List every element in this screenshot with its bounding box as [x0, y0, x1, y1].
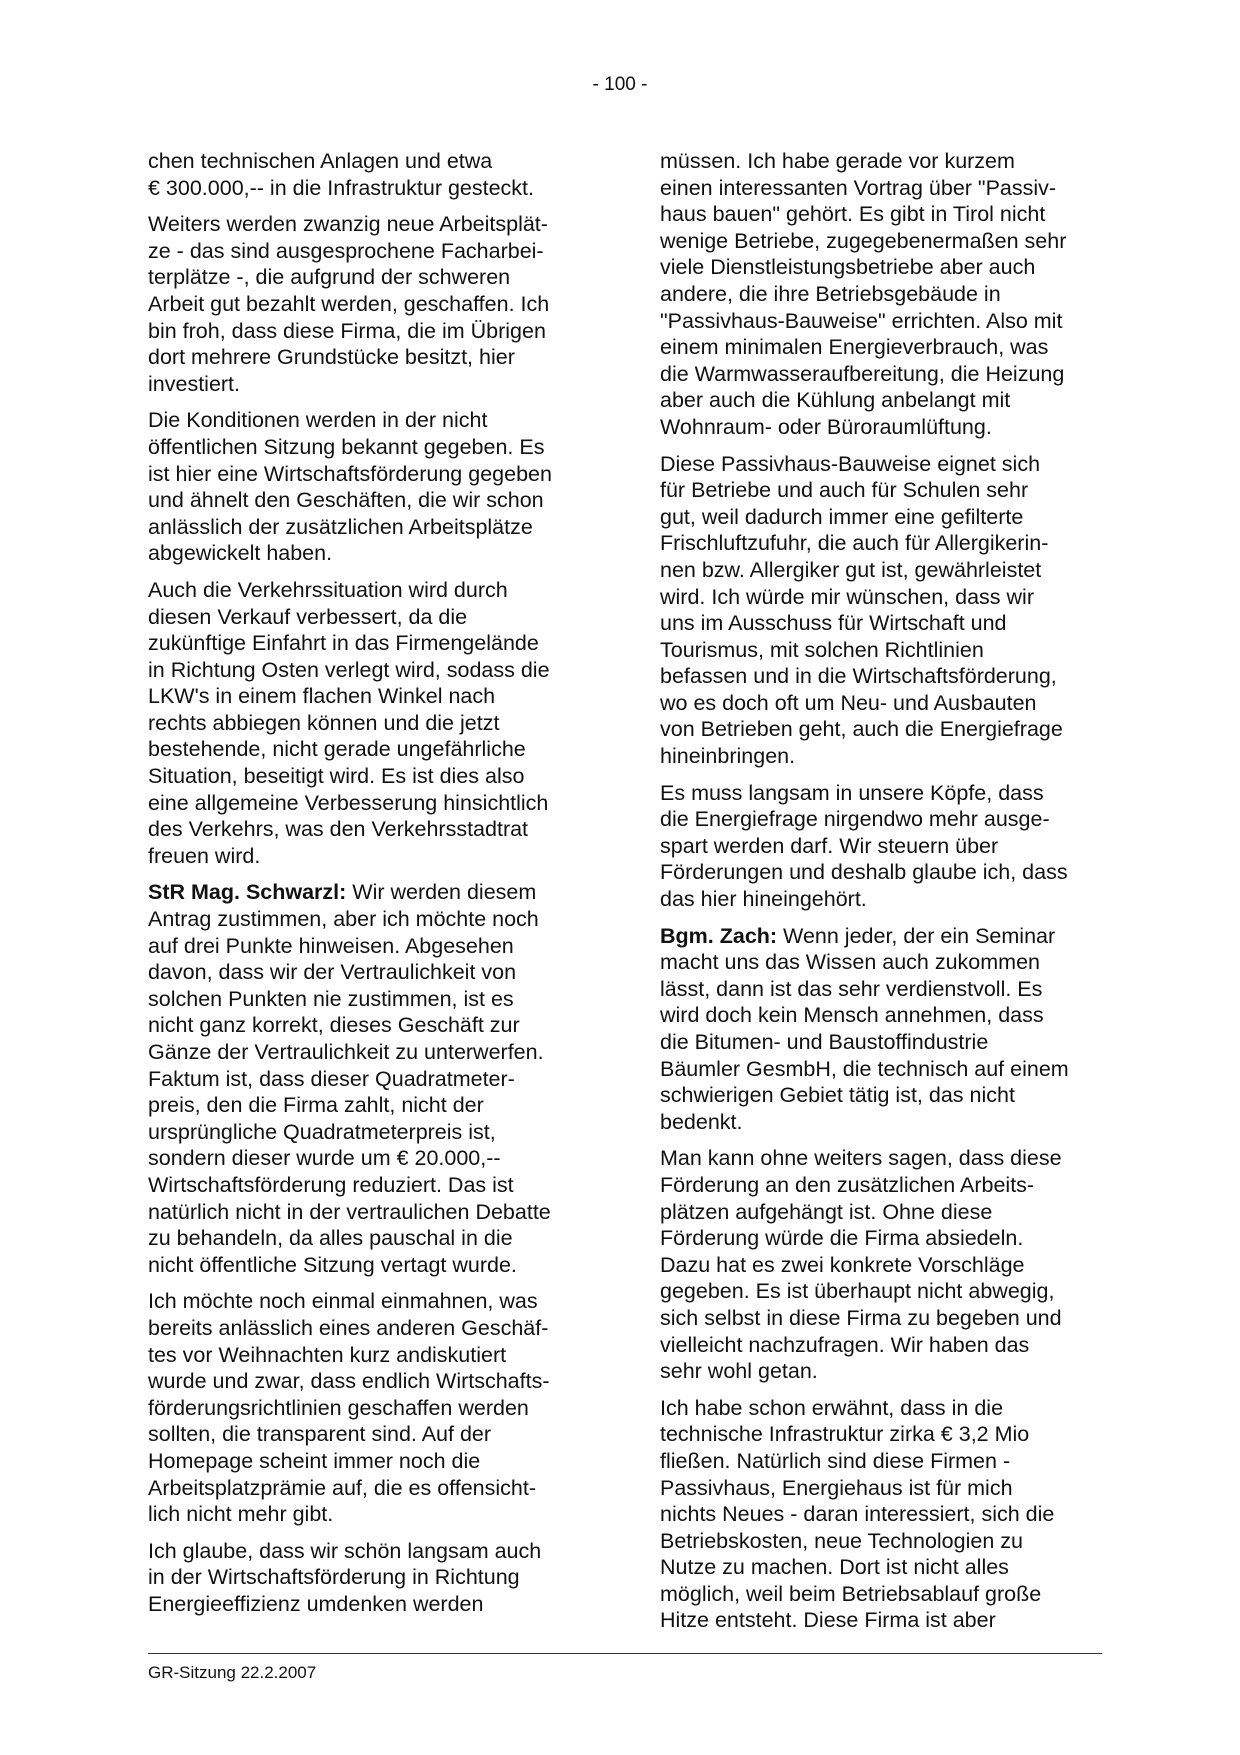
text-line: Diese Passivhaus-Bauweise eignet sich: [660, 451, 1041, 476]
text-line: Förderung würde die Firma absiedeln.: [660, 1226, 1024, 1251]
text-line: Man kann ohne weiters sagen, dass diese: [660, 1146, 1062, 1171]
text-line: Es muss langsam in unsere Köpfe, dass: [660, 780, 1044, 805]
text-line: befassen und in die Wirtschaftsförderung,: [660, 664, 1057, 689]
text-line: investiert.: [148, 371, 241, 396]
text-line: Nutze zu machen. Dort ist nicht alles: [660, 1555, 1009, 1580]
text-line: € 300.000,-- in die Infrastruktur gesteckt.: [148, 175, 535, 200]
paragraph: [148, 1288, 588, 1527]
text-line: Gänze der Vertraulichkeit zu unterwerfen.: [148, 1040, 544, 1064]
paragraph: [660, 1145, 1100, 1384]
text-line: Situation, beseitigt wird. Es ist dies also: [148, 764, 525, 789]
text-line: Tourismus, mit solchen Richtlinien: [660, 637, 984, 662]
text-line: natürlich nicht in der vertraulichen Debatte: [148, 1199, 551, 1224]
text-line: Förderung an den zusätzlichen Arbeits-: [660, 1172, 1035, 1197]
text-line: ze - das sind ausgesprochene Facharbei-: [148, 238, 544, 263]
text-line: müssen. Ich habe gerade vor kurzem: [660, 149, 1015, 173]
text-line: bedenkt.: [660, 1109, 743, 1134]
text-line: wo es doch oft um Neu- und Ausbauten: [660, 690, 1037, 715]
paragraph: [148, 407, 588, 567]
paragraph: [660, 780, 1100, 913]
text-line: hineinbringen.: [660, 744, 796, 769]
text-line: eine allgemeine Verbesserung hinsichtlich: [148, 790, 549, 815]
text-line: Wirtschaftsförderung reduziert. Das ist: [148, 1172, 514, 1197]
text-line: schwierigen Gebiet tätig ist, das nicht: [660, 1083, 1015, 1108]
text-line: technische Infrastruktur zirka € 3,2 Mio: [660, 1422, 1030, 1447]
text-line: haus bauen" gehört. Es gibt in Tirol nicht: [660, 202, 1046, 227]
text-line: aber auch die Kühlung anbelangt mit: [660, 388, 1011, 413]
text-line: Antrag zustimmen, aber ich möchte noch: [148, 907, 539, 932]
paragraph: [148, 1538, 588, 1618]
text-line: fließen. Natürlich sind diese Firmen -: [660, 1448, 1011, 1473]
text-line: Die Konditionen werden in der nicht: [148, 408, 488, 433]
text-line: solchen Punkten nie zustimmen, ist es: [148, 986, 514, 1011]
text-line: Bäumler GesmbH, die technisch auf einem: [660, 1056, 1069, 1081]
text-line: Förderungen und deshalb glaube ich, dass: [660, 860, 1068, 885]
text-line: ursprüngliche Quadratmeterpreis ist,: [148, 1119, 496, 1144]
text-line: bereits anlässlich eines anderen Geschäf-: [148, 1315, 549, 1340]
text-line: diesen Verkauf verbessert, da die: [148, 604, 468, 629]
text-line: zukünftige Einfahrt in das Firmengelände: [148, 631, 539, 656]
paragraph: [148, 577, 588, 870]
text-line: Passivhaus, Energiehaus ist für mich: [660, 1475, 1013, 1500]
text-line: davon, dass wir der Vertraulichkeit von: [148, 960, 517, 985]
paragraph: [660, 148, 1100, 441]
text-line: Wohnraum- oder Büroraumlüftung.: [660, 414, 992, 439]
text-line: Betriebskosten, neue Technologien zu: [660, 1528, 1023, 1553]
text-line: wurde und zwar, dass endlich Wirtschafts-: [148, 1369, 550, 1394]
text-line: nicht ganz korrekt, dieses Geschäft zur: [148, 1013, 520, 1038]
speaker-line: [148, 879, 588, 906]
text-line: tes vor Weihnachten kurz andiskutiert: [148, 1342, 507, 1367]
text-line: Ich glaube, dass wir schön langsam auch: [148, 1538, 542, 1563]
text-line: viele Dienstleistungsbetriebe aber auch: [660, 255, 1036, 280]
speaker-line: [660, 923, 1100, 950]
footer-session-date: GR-Sitzung 22.2.2007: [148, 1663, 317, 1682]
text-line: Arbeitsplatzprämie auf, die es offensicht-: [148, 1475, 536, 1500]
speaker-line-rest: Wir werden diesem: [346, 880, 537, 905]
text-line: Frischluftzufuhr, die auch für Allergikerin-: [660, 531, 1049, 556]
text-line: terplätze -, die aufgrund der schweren: [148, 265, 511, 290]
text-line: sollten, die transparent sind. Auf der: [148, 1422, 492, 1447]
text-line: die Warmwasseraufbereitung, die Heizung: [660, 361, 1065, 386]
text-line: auf drei Punkte hinweisen. Abgesehen: [148, 933, 514, 958]
text-line: uns im Ausschuss für Wirtschaft und: [660, 611, 1007, 636]
text-line: gut, weil dadurch immer eine gefilterte: [660, 504, 1024, 529]
text-line: in Richtung Osten verlegt wird, sodass die: [148, 657, 550, 682]
text-line: freuen wird.: [148, 843, 261, 868]
paragraph: [660, 1395, 1100, 1634]
right-column: [660, 148, 1100, 1644]
text-line: einem minimalen Energieverbrauch, was: [660, 335, 1049, 360]
paragraph: [660, 923, 1100, 1136]
text-line: spart werden darf. Wir steuern über: [660, 833, 999, 858]
text-line: Dazu hat es zwei konkrete Vorschläge: [660, 1252, 1025, 1277]
text-line: sondern dieser wurde um € 20.000,--: [148, 1146, 501, 1171]
text-line: sehr wohl getan.: [660, 1359, 818, 1384]
text-line: des Verkehrs, was den Verkehrsstadtrat: [148, 817, 529, 842]
text-line: chen technischen Anlagen und etwa: [148, 149, 493, 173]
text-line: in der Wirtschaftsförderung in Richtung: [148, 1565, 520, 1590]
text-line: von Betrieben geht, auch die Energiefrage: [660, 717, 1063, 742]
text-line: nicht öffentliche Sitzung vertagt wurde.: [148, 1252, 517, 1277]
text-line: andere, die ihre Betriebsgebäude in: [660, 281, 1001, 306]
text-line: LKW's in einem flachen Winkel nach: [148, 684, 496, 709]
text-line: anlässlich der zusätzlichen Arbeitsplätze: [148, 514, 533, 539]
speaker-name: Bgm. Zach:: [660, 923, 778, 948]
text-line: förderungsrichtlinien geschaffen werden: [148, 1395, 529, 1420]
paragraph: [148, 879, 588, 1278]
text-line: Hitze entsteht. Diese Firma ist aber: [660, 1608, 996, 1633]
text-line: "Passivhaus-Bauweise" errichten. Also mit: [660, 308, 1063, 333]
text-line: möglich, weil beim Betriebsablauf große: [660, 1581, 1042, 1606]
paragraph: [148, 148, 588, 201]
text-line: Energieeffizienz umdenken werden: [148, 1591, 484, 1616]
text-line: wird doch kein Mensch annehmen, dass: [660, 1003, 1044, 1028]
text-line: macht uns das Wissen auch zukommen: [660, 950, 1040, 975]
text-line: die Bitumen- und Baustoffindustrie: [660, 1030, 989, 1054]
text-line: plätzen aufgehängt ist. Ohne diese: [660, 1199, 993, 1224]
text-line: wenige Betriebe, zugegebenermaßen sehr: [660, 228, 1067, 253]
text-line: nichts Neues - daran interessiert, sich die: [660, 1502, 1055, 1527]
text-line: Ich möchte noch einmal einmahnen, was: [148, 1289, 538, 1314]
speaker-name: StR Mag. Schwarzl:: [148, 880, 347, 905]
text-line: bestehende, nicht gerade ungefährliche: [148, 737, 526, 762]
text-line: dort mehrere Grundstücke besitzt, hier: [148, 345, 515, 370]
text-line: sich selbst in diese Firma zu begeben und: [660, 1305, 1062, 1330]
text-line: lässt, dann ist das sehr verdienstvoll. Es: [660, 976, 1043, 1001]
left-column: [148, 148, 588, 1627]
text-line: bin froh, dass diese Firma, die im Übrigen: [148, 318, 546, 343]
text-line: lich nicht mehr gibt.: [148, 1502, 334, 1527]
text-line: Arbeit gut bezahlt werden, geschaffen. Ich: [148, 291, 550, 316]
text-line: zu behandeln, da alles pauschal in die: [148, 1226, 513, 1251]
text-line: Ich habe schon erwähnt, dass in die: [660, 1395, 1004, 1420]
page-number: - 100 -: [592, 74, 648, 95]
text-line: vielleicht nachzufragen. Wir haben das: [660, 1332, 1030, 1357]
text-line: und ähnelt den Geschäften, die wir schon: [148, 488, 544, 513]
text-line: rechts abbiegen können und die jetzt: [148, 710, 500, 735]
text-line: wird. Ich würde mir wünschen, dass wir: [660, 584, 1034, 609]
speaker-line-rest: Wenn jeder, der ein Seminar: [777, 923, 1056, 948]
text-line: nen bzw. Allergiker gut ist, gewährleistet: [660, 557, 1042, 582]
text-line: Faktum ist, dass dieser Quadratmeter-: [148, 1066, 515, 1091]
text-line: abgewickelt haben.: [148, 541, 333, 566]
text-line: gegeben. Es ist überhaupt nicht abwegig,: [660, 1279, 1055, 1304]
text-line: preis, den die Firma zahlt, nicht der: [148, 1093, 484, 1118]
text-line: ist hier eine Wirtschaftsförderung gegeben: [148, 461, 552, 486]
text-line: das hier hineingehört.: [660, 887, 867, 912]
text-line: öffentlichen Sitzung bekannt gegeben. Es: [148, 434, 545, 459]
text-line: die Energiefrage nirgendwo mehr ausge-: [660, 807, 1050, 832]
text-line: für Betriebe und auch für Schulen sehr: [660, 478, 1029, 503]
text-line: Auch die Verkehrssituation wird durch: [148, 577, 508, 602]
paragraph: [660, 451, 1100, 770]
text-line: Homepage scheint immer noch die: [148, 1448, 481, 1473]
text-line: einen interessanten Vortrag über "Passiv-: [660, 175, 1057, 200]
paragraph: [148, 211, 588, 397]
footer-divider: [148, 1653, 1102, 1654]
text-line: Weiters werden zwanzig neue Arbeitsplät-: [148, 212, 548, 237]
